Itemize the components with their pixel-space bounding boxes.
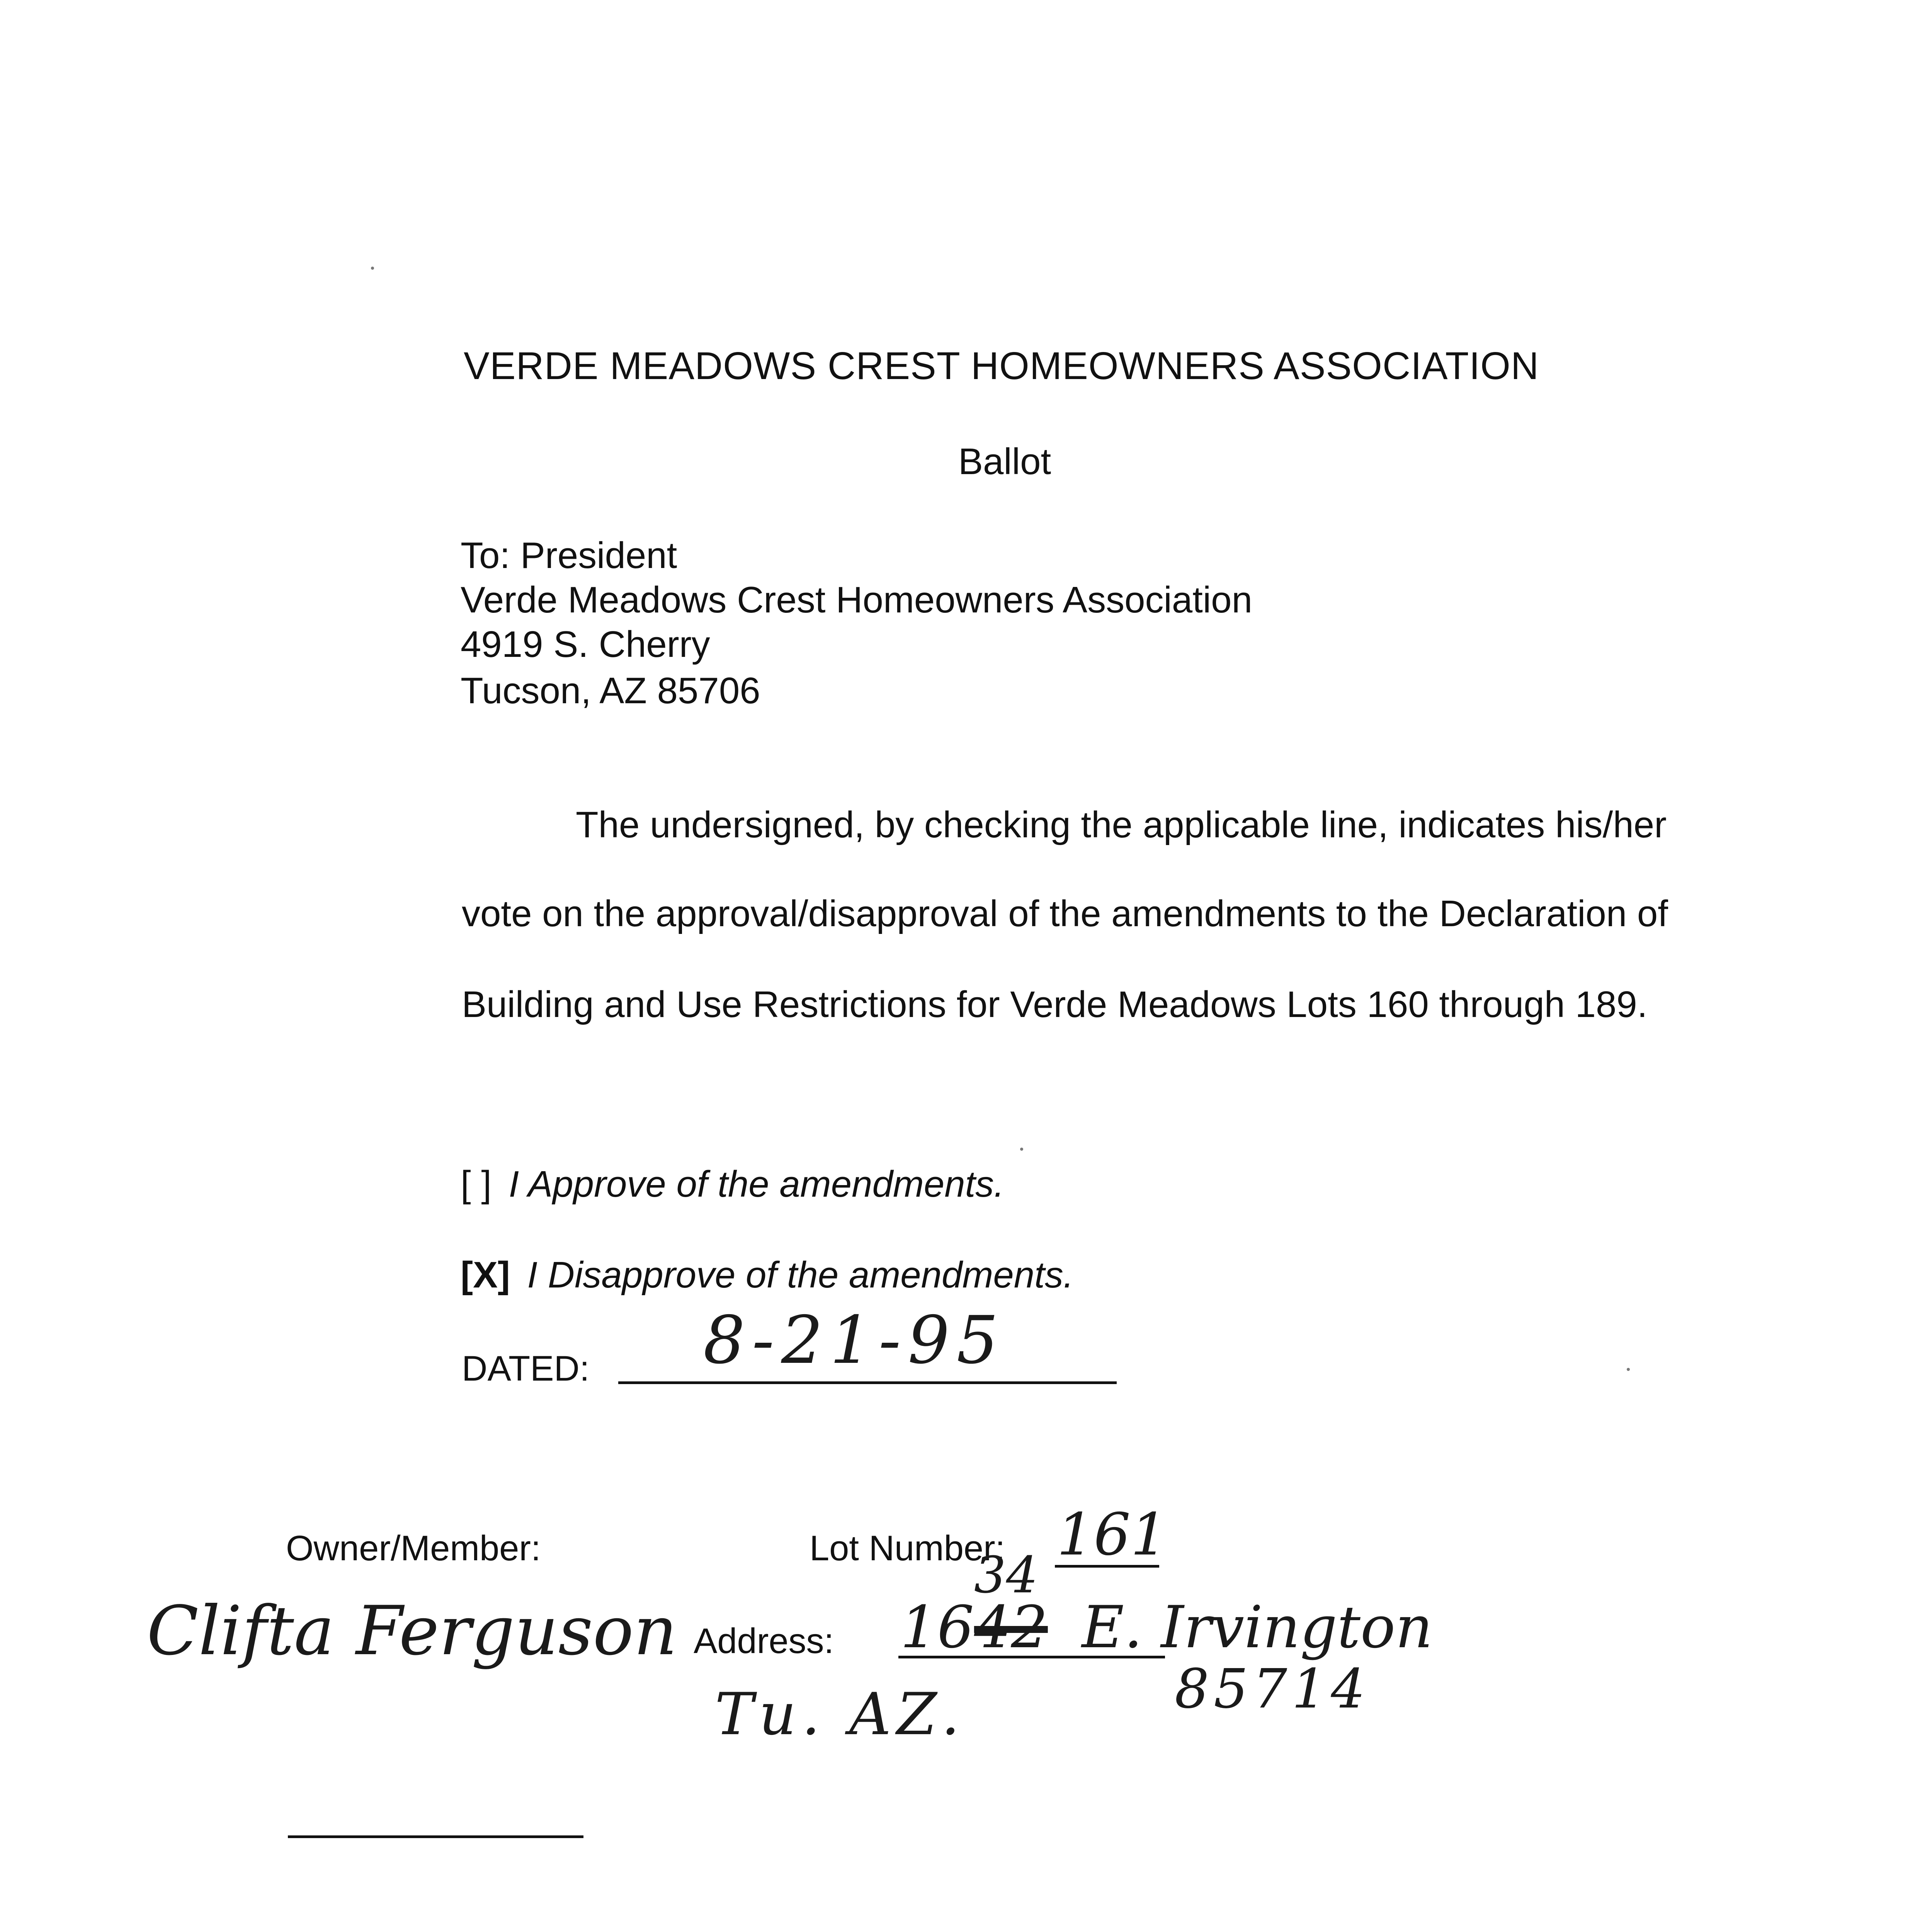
disapprove-option[interactable]: [461, 1254, 1074, 1296]
address-street: E. Irvington: [1082, 1594, 1433, 1661]
body-line-3: Building and Use Restrictions for Verde Meadows Lots 160 through 189.: [462, 984, 1648, 1025]
address-number-struck: 42: [974, 1594, 1048, 1661]
blank-signature-line: [288, 1835, 583, 1838]
approve-option[interactable]: [461, 1163, 1004, 1206]
scan-speck: [371, 267, 374, 270]
recipient-line-org: Verde Meadows Crest Homeowners Association: [461, 579, 1252, 621]
address-zip: 85714: [1175, 1658, 1370, 1721]
address-number-corrected: [974, 1546, 1048, 1661]
address-label: Address:: [694, 1621, 834, 1661]
scan-speck: [1627, 1368, 1630, 1371]
address-number-correction: 34: [974, 1546, 1038, 1604]
dated-label: DATED:: [462, 1349, 590, 1388]
disapprove-label: I Disapprove of the amendments.: [527, 1254, 1074, 1296]
dated-underline: [618, 1381, 1117, 1384]
lot-number-handwritten-value[interactable]: 161: [1057, 1501, 1168, 1568]
owner-member-label: Owner/Member:: [286, 1529, 541, 1568]
body-line-2: vote on the approval/disapproval of the amendments to the Declaration of: [462, 893, 1668, 934]
ballot-title: Ballot: [958, 441, 1051, 482]
address-handwritten-line[interactable]: [900, 1546, 1433, 1661]
organization-heading: VERDE MEADOWS CREST HOMEOWNERS ASSOCIATION: [464, 344, 1539, 388]
disapprove-checkbox[interactable]: [X]: [461, 1254, 510, 1296]
body-line-1: The undersigned, by checking the applicable line, indicates his/her: [576, 804, 1667, 845]
recipient-line-to: To: President: [461, 535, 677, 576]
recipient-line-street: 4919 S. Cherry: [461, 624, 710, 665]
owner-signature: Clifta Ferguson: [147, 1592, 677, 1670]
address-number-prefix: 16: [900, 1594, 974, 1661]
approve-label: I Approve of the amendments.: [509, 1163, 1004, 1205]
address-city-state: Tu. AZ.: [715, 1681, 965, 1748]
dated-handwritten-value[interactable]: 8-21-95: [703, 1302, 1005, 1379]
lot-number-label: Lot Number:: [810, 1529, 1005, 1568]
approve-checkbox[interactable]: [ ]: [461, 1163, 492, 1205]
recipient-line-city: Tucson, AZ 85706: [461, 670, 760, 711]
scan-speck: [1020, 1148, 1023, 1151]
